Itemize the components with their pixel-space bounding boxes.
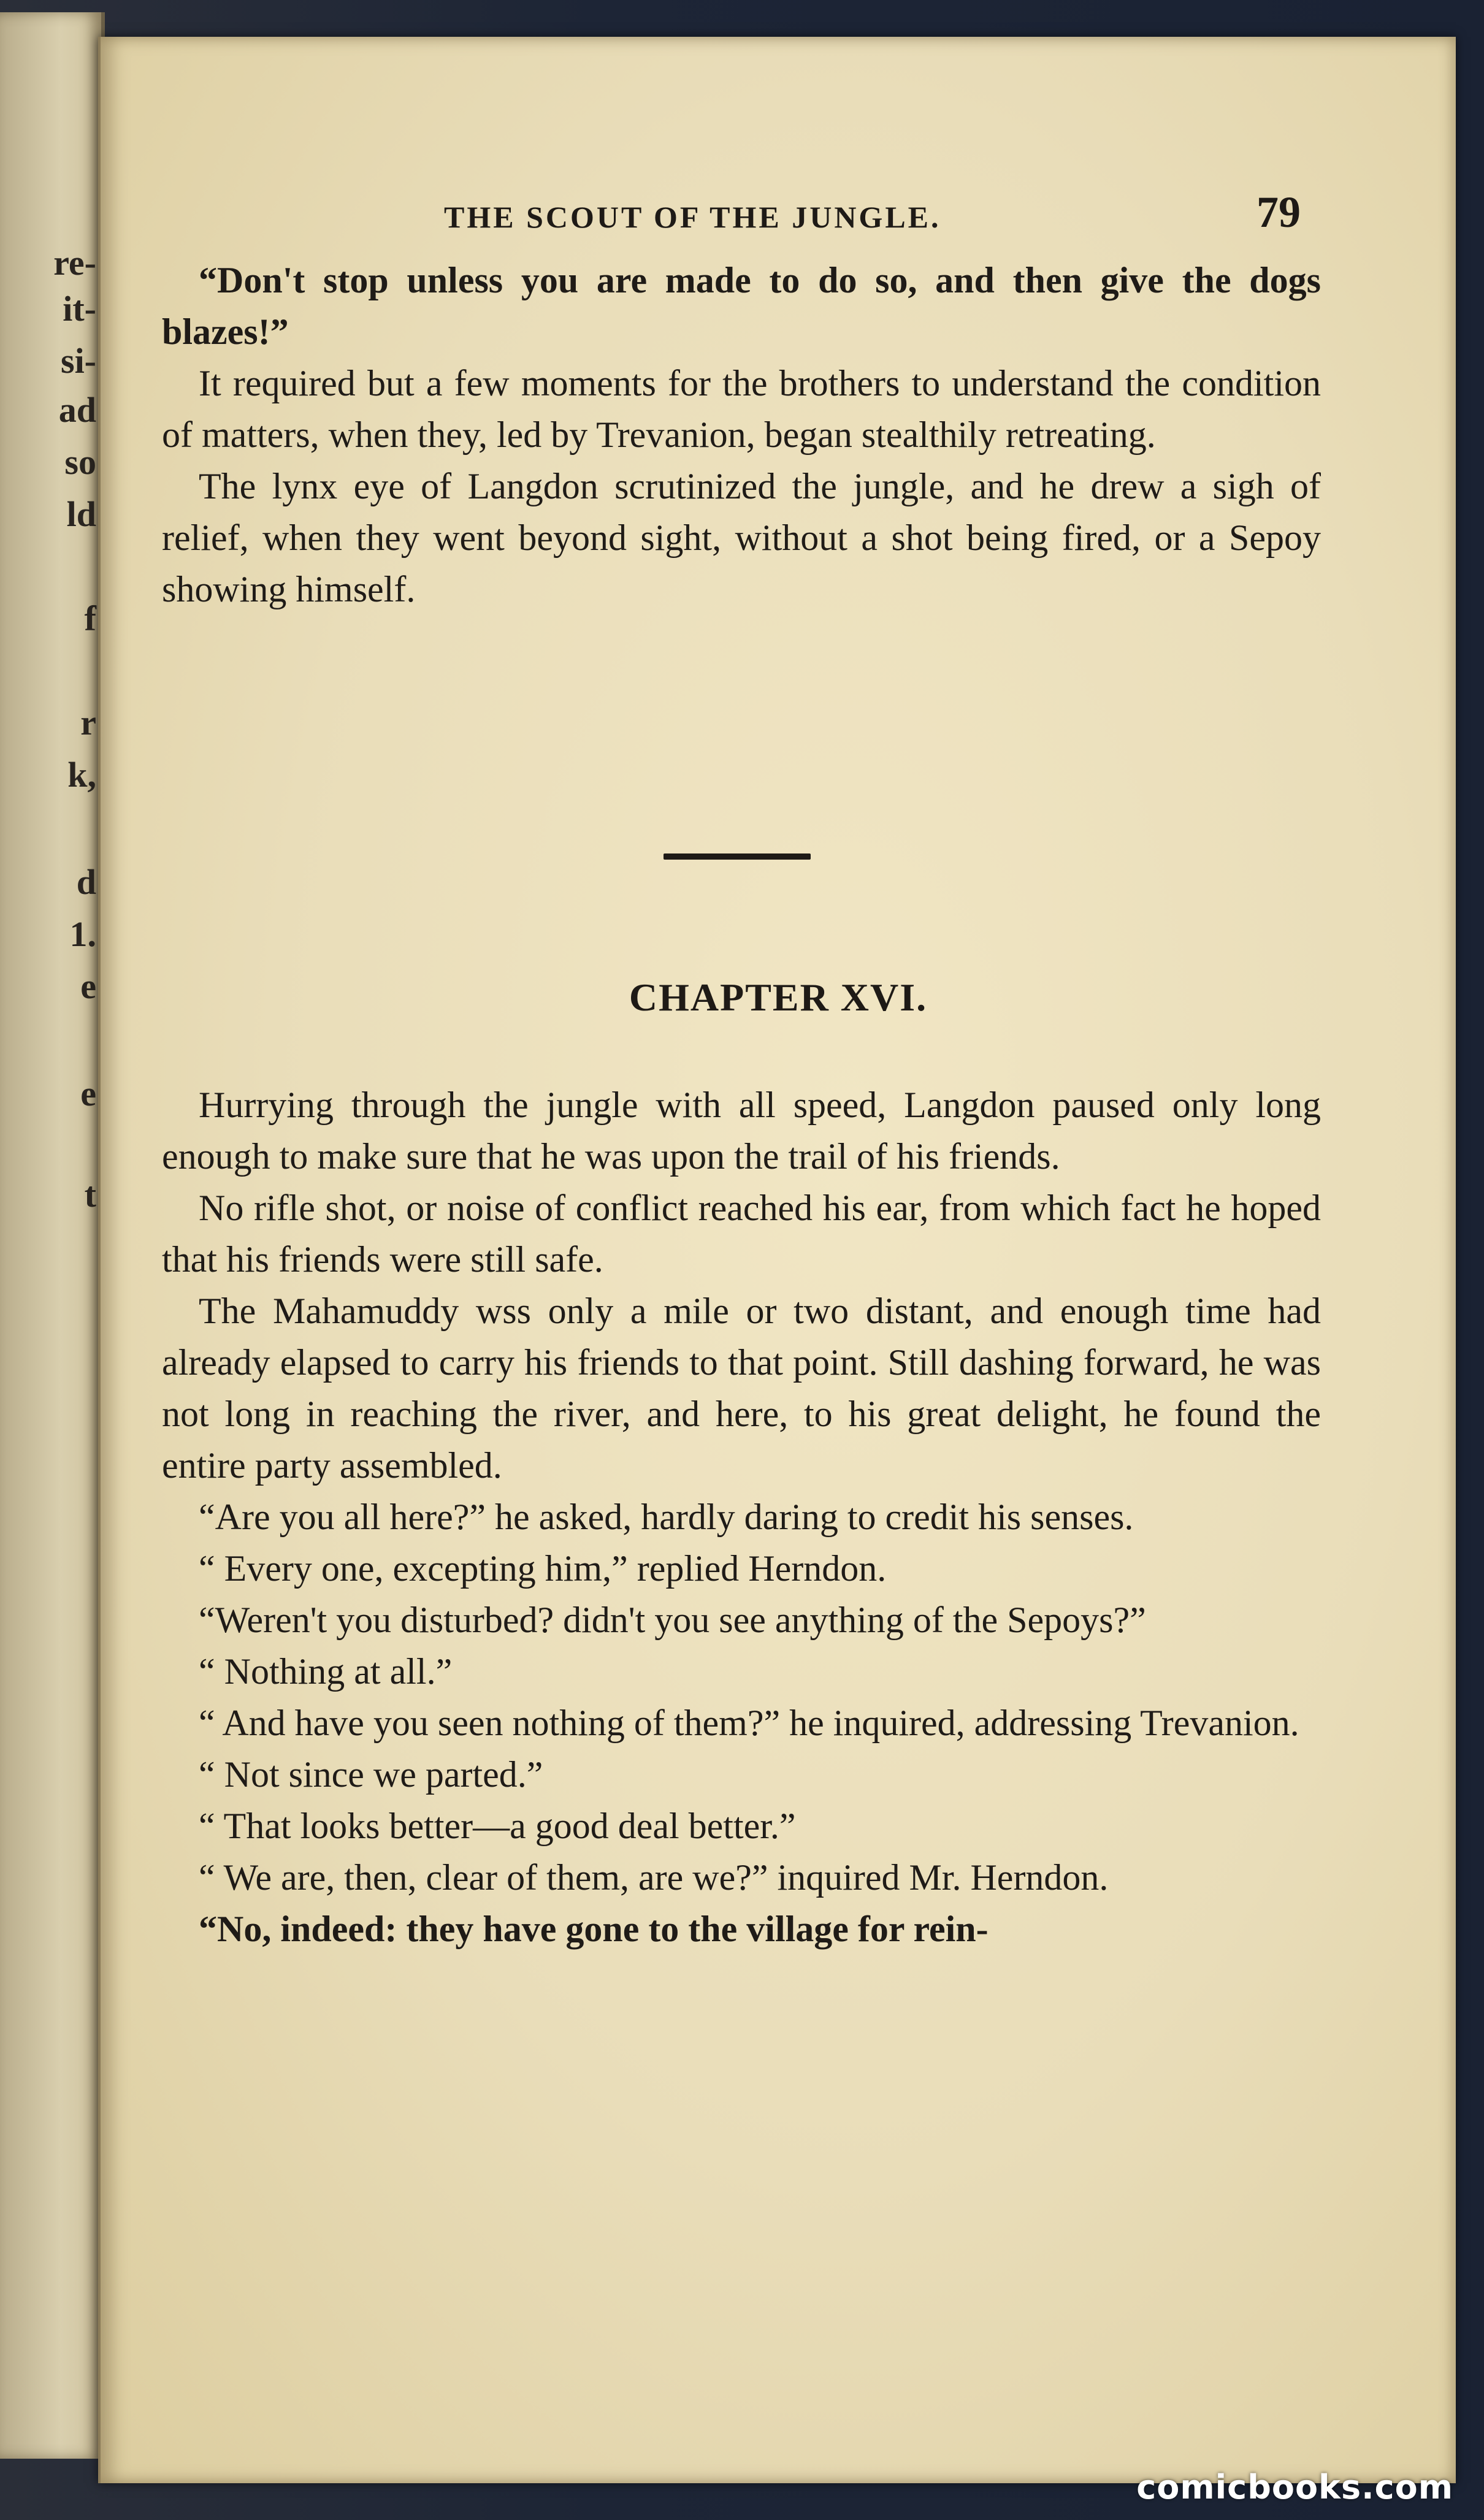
running-head: THE SCOUT OF THE JUNGLE.: [444, 200, 941, 234]
left-page-fragment: k,: [67, 755, 96, 795]
paragraph: “ Nothing at all.”: [199, 1651, 453, 1692]
paragraph: The Mahamuddy wss only a mile or two distant, and enough time had already elapsed to carry his friends to that point. Still dashing forward, he was not long in reaching the river, and here, to his great delight, he found the entire party assembled.: [162, 1291, 1321, 1486]
left-page-fragment: t: [84, 1175, 96, 1215]
left-page-fragment: ad: [58, 390, 96, 430]
left-page-edge: [0, 12, 105, 2459]
left-page-fragment: it-: [63, 289, 96, 329]
paragraph: “ Every one, excepting him,” replied Herndon.: [199, 1548, 887, 1589]
paragraph: “Weren't you disturbed? didn't you see anything of the Sepoys?”: [199, 1600, 1146, 1640]
left-page-fragment: e: [80, 1074, 96, 1113]
paragraph: Hurrying through the jungle with all speed, Langdon paused only long enough to make sure that he was upon the trail of his friends.: [162, 1085, 1321, 1177]
left-page-fragment: ld: [66, 494, 96, 534]
paragraph: “Don't stop unless you are made to do so, and then give the dogs blazes!”: [162, 260, 1321, 352]
top-text-block: [162, 254, 1321, 615]
paragraph: “ We are, then, clear of them, are we?” inquired Mr. Herndon.: [199, 1857, 1109, 1898]
paragraph: “ And have you seen nothing of them?” he inquired, addressing Trevanion.: [199, 1703, 1299, 1743]
book-page: [98, 37, 1456, 2483]
page-number: 79: [1256, 188, 1301, 237]
section-divider: [664, 853, 811, 860]
left-page-fragment: si-: [61, 341, 96, 381]
left-page-fragment: 1.: [69, 914, 96, 954]
paragraph: “No, indeed: they have gone to the village for rein-: [199, 1909, 989, 1949]
chapter-text-block: [162, 1079, 1321, 1955]
left-page-fragment: f: [84, 598, 96, 638]
paragraph: It required but a few moments for the brothers to understand the condition of matters, when they, led by Trevanion, began stealthily retreating.: [162, 363, 1321, 455]
paragraph: “ Not since we parted.”: [199, 1754, 543, 1795]
left-page-fragment: d: [76, 862, 96, 902]
left-page-fragment: e: [80, 966, 96, 1006]
left-page-fragment: so: [64, 442, 96, 482]
paragraph: No rifle shot, or noise of conflict reached his ear, from which fact he hoped that his friends were still safe.: [162, 1188, 1321, 1280]
paragraph: “ That looks better—a good deal better.”: [199, 1806, 796, 1846]
paragraph: “Are you all here?” he asked, hardly daring to credit his senses.: [199, 1497, 1134, 1537]
left-page-fragment: r: [80, 703, 96, 743]
paragraph: The lynx eye of Langdon scrutinized the jungle, and he drew a sigh of relief, when they went beyond sight, without a shot being fired, or a Sepoy showing himself.: [162, 466, 1321, 609]
watermark: comicbooks.com: [1136, 2468, 1453, 2507]
chapter-title: CHAPTER XVI.: [629, 976, 928, 1019]
left-page-fragment: re-: [53, 243, 96, 283]
